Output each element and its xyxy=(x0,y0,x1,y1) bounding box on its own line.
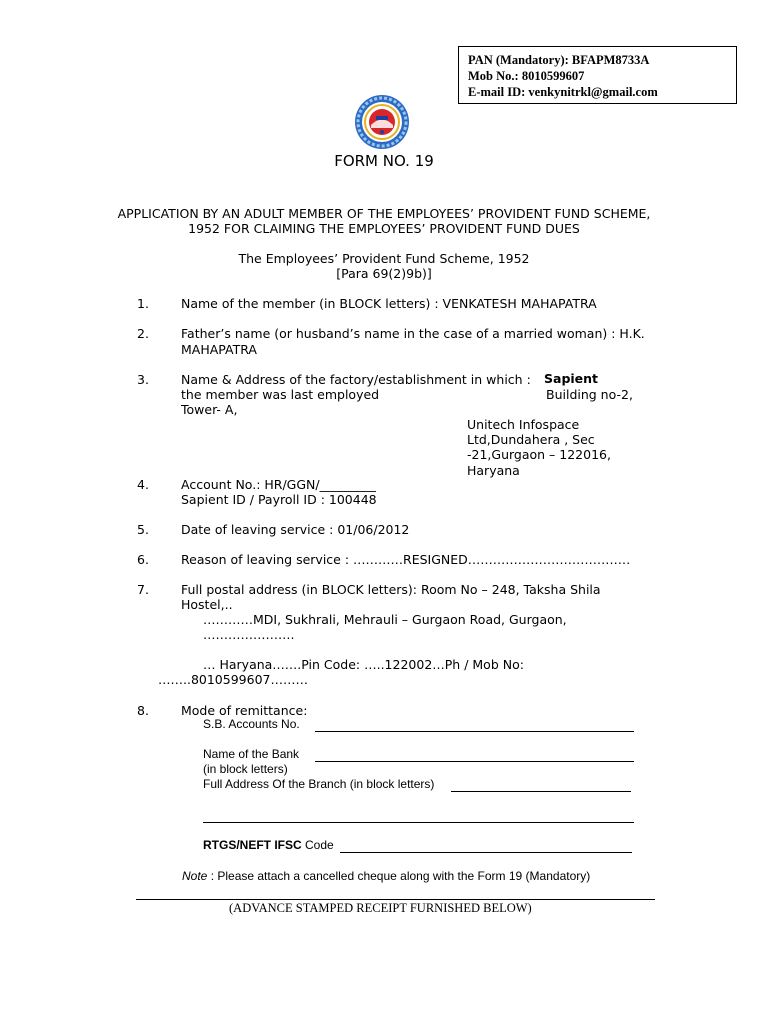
pan-number: PAN (Mandatory): BFAPM8733A xyxy=(468,53,650,67)
epfo-logo-icon xyxy=(354,94,410,150)
branch-address-blank-2 xyxy=(203,822,634,823)
heading-line-2: 1952 FOR CLAIMING THE EMPLOYEES’ PROVIDENT FUND DUES xyxy=(188,221,580,236)
form-title: FORM NO. 19 xyxy=(334,152,434,170)
employer-address-line: Building no-2, xyxy=(546,387,633,402)
scheme-line-1: The Employees’ Provident Fund Scheme, 1952 xyxy=(238,251,530,266)
item-number: 2. xyxy=(137,326,149,341)
bank-name-label: Name of the Bank xyxy=(203,747,300,761)
employer-address-line: -21,Gurgaon – 122016, xyxy=(467,447,611,462)
ifsc-code-label xyxy=(203,838,334,853)
note-body: : Please attach a cancelled cheque along with the Form 19 (Mandatory) xyxy=(207,869,591,883)
item-number: 3. xyxy=(137,372,149,387)
branch-address-blank xyxy=(451,791,631,792)
account-number-field: Account No.: HR/GGN/_________ xyxy=(181,477,376,492)
item-number: 7. xyxy=(137,582,149,597)
item-number: 1. xyxy=(137,296,149,311)
leaving-reason-field: Reason of leaving service : …………RESIGNED………………………………… xyxy=(181,552,631,567)
receipt-heading: (ADVANCE STAMPED RECEIPT FURNISHED BELOW) xyxy=(229,901,532,915)
postal-address-line: …………………. xyxy=(203,627,295,642)
postal-address-field: Full postal address (in BLOCK letters): Room No – 248, Taksha Shila xyxy=(181,582,601,597)
branch-address-label: Full Address Of the Branch (in block letters) xyxy=(203,777,435,791)
member-name-field: Name of the member (in BLOCK letters) : VENKATESH MAHAPATRA xyxy=(181,296,597,311)
heading-line-1: APPLICATION BY AN ADULT MEMBER OF THE EMPLOYEES’ PROVIDENT FUND SCHEME, xyxy=(117,206,651,221)
note-text xyxy=(182,869,590,884)
note-label: Note xyxy=(182,869,208,883)
contact-box xyxy=(458,46,737,104)
employer-address-line: Tower- A, xyxy=(181,402,238,417)
ifsc-code-blank xyxy=(340,852,632,853)
ifsc-bold-label: RTGS/NEFT IFSC xyxy=(203,838,302,852)
item-number: 6. xyxy=(137,552,149,567)
scheme-para: [Para 69(2)9b)] xyxy=(336,266,432,281)
postal-address-line: …………MDI, Sukhrali, Mehrauli – Gurgaon Road, Gurgaon, xyxy=(203,612,567,627)
item-number: 5. xyxy=(137,522,149,537)
mobile-number: Mob No.: 8010599607 xyxy=(468,69,585,83)
mobile-number-line: ……..8010599607……… xyxy=(158,672,308,687)
postal-address-line: Hostel,.. xyxy=(181,597,233,612)
father-name-field: Father’s name (or husband’s name in the case of a married woman) : H.K. xyxy=(181,326,645,341)
employer-address-line: Ltd,Dundahera , Sec xyxy=(467,432,595,447)
employer-label: Name & Address of the factory/establishment in which : xyxy=(181,372,531,387)
sb-account-label: S.B. Accounts No. xyxy=(203,717,300,731)
bank-name-sublabel: (in block letters) xyxy=(203,762,288,776)
employer-address-line: Haryana xyxy=(467,463,520,478)
item-number: 4. xyxy=(137,477,149,492)
sb-account-blank xyxy=(315,731,634,732)
employer-address-line: Unitech Infospace xyxy=(467,417,580,432)
bank-name-blank xyxy=(315,761,634,762)
ifsc-code-text: Code xyxy=(301,838,334,852)
item-number: 8. xyxy=(137,703,149,718)
postal-address-line: … Haryana…….Pin Code: …..122002…Ph / Mob No: xyxy=(203,657,524,672)
employer-name: Sapient xyxy=(544,371,599,386)
payroll-id-field: Sapient ID / Payroll ID : 100448 xyxy=(181,492,377,507)
remittance-title: Mode of remittance: xyxy=(181,703,308,718)
email-id: E-mail ID: venkynitrkl@gmail.com xyxy=(468,85,658,99)
leaving-date-field: Date of leaving service : 01/06/2012 xyxy=(181,522,410,537)
father-name-value: MAHAPATRA xyxy=(181,342,257,357)
employer-label-2: the member was last employed xyxy=(181,387,380,402)
